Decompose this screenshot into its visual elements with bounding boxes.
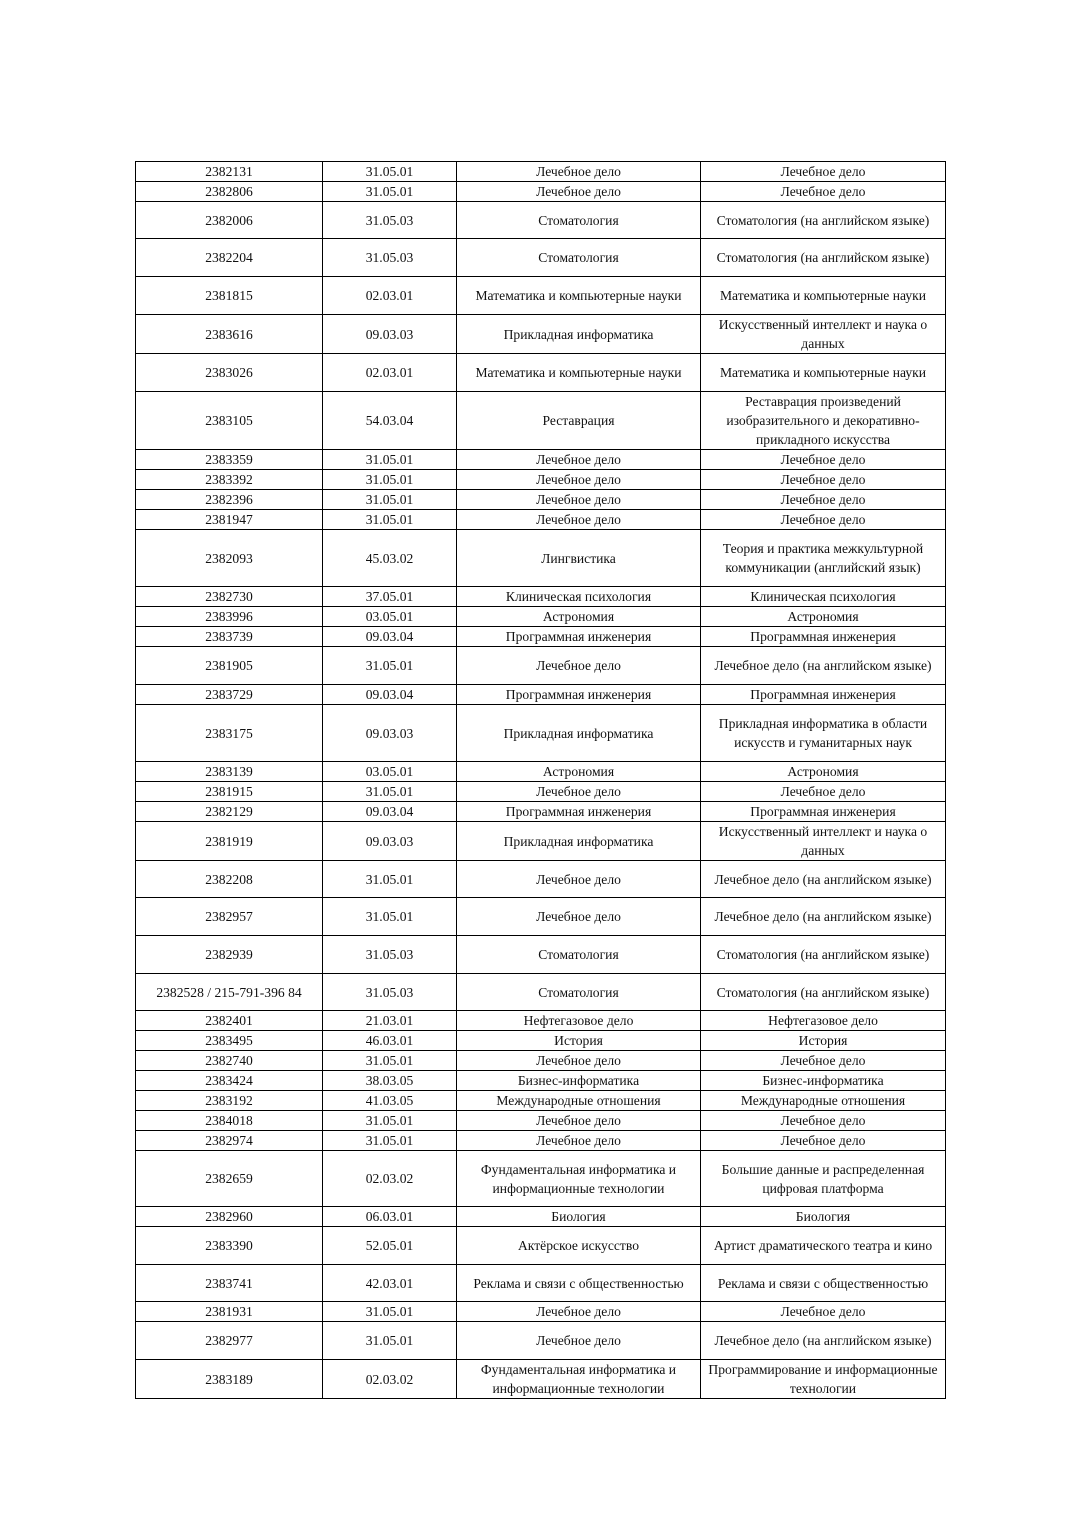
- program-name-cell: Прикладная информатика в области искусств и гуманитарных наук: [701, 705, 946, 762]
- applicant-id-cell: 2381919: [136, 822, 323, 861]
- applicant-id-cell: 2382006: [136, 202, 323, 239]
- direction-code-cell: 31.05.01: [323, 470, 457, 490]
- direction-code-cell: 31.05.01: [323, 490, 457, 510]
- direction-name-cell: Математика и компьютерные науки: [457, 354, 701, 392]
- table-row: [136, 607, 946, 627]
- direction-name-cell: Лечебное дело: [457, 782, 701, 802]
- direction-code-cell: 02.03.02: [323, 1360, 457, 1399]
- applicant-id-cell: 2382974: [136, 1131, 323, 1151]
- table-row: [136, 1360, 946, 1399]
- direction-name-cell: Стоматология: [457, 974, 701, 1011]
- direction-name-cell: Лечебное дело: [457, 647, 701, 685]
- applicant-id-cell: 2383026: [136, 354, 323, 392]
- applicants-table: [135, 161, 946, 1399]
- direction-code-cell: 46.03.01: [323, 1031, 457, 1051]
- program-name-cell: Лечебное дело (на английском языке): [701, 647, 946, 685]
- table-row: [136, 587, 946, 607]
- table-row: [136, 510, 946, 530]
- program-name-cell: Реклама и связи с общественностью: [701, 1265, 946, 1302]
- applicants-table-body: [136, 162, 946, 1399]
- table-row: [136, 239, 946, 277]
- direction-name-cell: Биология: [457, 1207, 701, 1227]
- direction-code-cell: 31.05.03: [323, 239, 457, 277]
- table-row: [136, 685, 946, 705]
- table-row: [136, 1227, 946, 1265]
- table-row: [136, 277, 946, 315]
- direction-code-cell: 31.05.01: [323, 1111, 457, 1131]
- direction-name-cell: Фундаментальная информатика и информационные технологии: [457, 1360, 701, 1399]
- direction-code-cell: 02.03.02: [323, 1151, 457, 1207]
- direction-name-cell: Лечебное дело: [457, 1051, 701, 1071]
- table-row: [136, 162, 946, 182]
- direction-code-cell: 31.05.01: [323, 510, 457, 530]
- direction-code-cell: 09.03.04: [323, 685, 457, 705]
- direction-name-cell: Астрономия: [457, 762, 701, 782]
- applicant-id-cell: 2383495: [136, 1031, 323, 1051]
- applicant-id-cell: 2382396: [136, 490, 323, 510]
- program-name-cell: Лечебное дело: [701, 490, 946, 510]
- applicant-id-cell: 2383616: [136, 315, 323, 354]
- direction-code-cell: 37.05.01: [323, 587, 457, 607]
- direction-name-cell: Клиническая психология: [457, 587, 701, 607]
- direction-name-cell: Стоматология: [457, 936, 701, 974]
- program-name-cell: Математика и компьютерные науки: [701, 277, 946, 315]
- program-name-cell: Программная инженерия: [701, 627, 946, 647]
- program-name-cell: Теория и практика межкультурной коммуникации (английский язык): [701, 530, 946, 587]
- table-row: [136, 861, 946, 898]
- applicant-id-cell: 2382740: [136, 1051, 323, 1071]
- direction-code-cell: 06.03.01: [323, 1207, 457, 1227]
- applicant-id-cell: 2383105: [136, 392, 323, 450]
- direction-code-cell: 02.03.01: [323, 277, 457, 315]
- direction-code-cell: 03.05.01: [323, 607, 457, 627]
- applicant-id-cell: 2382131: [136, 162, 323, 182]
- program-name-cell: Лечебное дело: [701, 1051, 946, 1071]
- direction-name-cell: Стоматология: [457, 202, 701, 239]
- table-row: [136, 1091, 946, 1111]
- program-name-cell: Лечебное дело: [701, 182, 946, 202]
- applicant-id-cell: 2382208: [136, 861, 323, 898]
- table-row: [136, 705, 946, 762]
- direction-code-cell: 54.03.04: [323, 392, 457, 450]
- direction-name-cell: Прикладная информатика: [457, 822, 701, 861]
- direction-code-cell: 21.03.01: [323, 1011, 457, 1031]
- applicant-id-cell: 2382730: [136, 587, 323, 607]
- table-row: [136, 315, 946, 354]
- direction-code-cell: 31.05.03: [323, 974, 457, 1011]
- direction-code-cell: 31.05.01: [323, 1322, 457, 1360]
- program-name-cell: Лечебное дело: [701, 470, 946, 490]
- applicant-id-cell: 2382129: [136, 802, 323, 822]
- applicant-id-cell: 2383189: [136, 1360, 323, 1399]
- program-name-cell: История: [701, 1031, 946, 1051]
- direction-name-cell: Лечебное дело: [457, 490, 701, 510]
- direction-name-cell: Лечебное дело: [457, 182, 701, 202]
- program-name-cell: Математика и компьютерные науки: [701, 354, 946, 392]
- direction-code-cell: 09.03.04: [323, 627, 457, 647]
- applicant-id-cell: 2383390: [136, 1227, 323, 1265]
- program-name-cell: Лечебное дело: [701, 1111, 946, 1131]
- applicant-id-cell: 2382960: [136, 1207, 323, 1227]
- applicant-id-cell: 2382977: [136, 1322, 323, 1360]
- direction-code-cell: 31.05.01: [323, 162, 457, 182]
- direction-name-cell: Программная инженерия: [457, 685, 701, 705]
- direction-code-cell: 31.05.01: [323, 861, 457, 898]
- direction-code-cell: 31.05.01: [323, 1131, 457, 1151]
- direction-code-cell: 31.05.03: [323, 936, 457, 974]
- program-name-cell: Искусственный интеллект и наука о данных: [701, 315, 946, 354]
- applicant-id-cell: 2381905: [136, 647, 323, 685]
- direction-code-cell: 31.05.01: [323, 1051, 457, 1071]
- program-name-cell: Артист драматического театра и кино: [701, 1227, 946, 1265]
- program-name-cell: Большие данные и распределенная цифровая платформа: [701, 1151, 946, 1207]
- table-row: [136, 1031, 946, 1051]
- direction-name-cell: Лечебное дело: [457, 470, 701, 490]
- table-row: [136, 647, 946, 685]
- table-row: [136, 490, 946, 510]
- direction-code-cell: 03.05.01: [323, 762, 457, 782]
- direction-name-cell: Лечебное дело: [457, 1322, 701, 1360]
- direction-name-cell: Прикладная информатика: [457, 705, 701, 762]
- direction-name-cell: Программная инженерия: [457, 627, 701, 647]
- direction-name-cell: Нефтегазовое дело: [457, 1011, 701, 1031]
- table-row: [136, 936, 946, 974]
- program-name-cell: Искусственный интеллект и наука о данных: [701, 822, 946, 861]
- direction-name-cell: Лингвистика: [457, 530, 701, 587]
- applicant-id-cell: 2383424: [136, 1071, 323, 1091]
- direction-code-cell: 31.05.03: [323, 202, 457, 239]
- applicant-id-cell: 2383996: [136, 607, 323, 627]
- program-name-cell: Астрономия: [701, 607, 946, 627]
- applicant-id-cell: 2383175: [136, 705, 323, 762]
- table-row: [136, 1071, 946, 1091]
- program-name-cell: Бизнес-информатика: [701, 1071, 946, 1091]
- program-name-cell: Международные отношения: [701, 1091, 946, 1111]
- table-row: [136, 974, 946, 1011]
- direction-name-cell: Реклама и связи с общественностью: [457, 1265, 701, 1302]
- program-name-cell: Лечебное дело: [701, 162, 946, 182]
- direction-name-cell: Актёрское искусство: [457, 1227, 701, 1265]
- applicant-id-cell: 2382093: [136, 530, 323, 587]
- table-row: [136, 202, 946, 239]
- applicant-id-cell: 2383139: [136, 762, 323, 782]
- table-row: [136, 1151, 946, 1207]
- direction-name-cell: Лечебное дело: [457, 1131, 701, 1151]
- table-row: [136, 1131, 946, 1151]
- applicant-id-cell: 2382401: [136, 1011, 323, 1031]
- table-row: [136, 450, 946, 470]
- program-name-cell: Стоматология (на английском языке): [701, 974, 946, 1011]
- direction-code-cell: 41.03.05: [323, 1091, 457, 1111]
- applicant-id-cell: 2382939: [136, 936, 323, 974]
- program-name-cell: Лечебное дело: [701, 450, 946, 470]
- direction-code-cell: 09.03.04: [323, 802, 457, 822]
- table-row: [136, 354, 946, 392]
- program-name-cell: Программная инженерия: [701, 685, 946, 705]
- applicant-id-cell: 2383192: [136, 1091, 323, 1111]
- direction-name-cell: Лечебное дело: [457, 898, 701, 936]
- direction-name-cell: Лечебное дело: [457, 1302, 701, 1322]
- direction-code-cell: 31.05.01: [323, 1302, 457, 1322]
- program-name-cell: Программная инженерия: [701, 802, 946, 822]
- applicant-id-cell: 2382957: [136, 898, 323, 936]
- applicant-id-cell: 2381931: [136, 1302, 323, 1322]
- applicant-id-cell: 2381815: [136, 277, 323, 315]
- direction-name-cell: Лечебное дело: [457, 450, 701, 470]
- program-name-cell: Программирование и информационные технологии: [701, 1360, 946, 1399]
- table-row: [136, 1111, 946, 1131]
- table-row: [136, 782, 946, 802]
- direction-name-cell: Прикладная информатика: [457, 315, 701, 354]
- table-row: [136, 1302, 946, 1322]
- table-row: [136, 1051, 946, 1071]
- table-row: [136, 802, 946, 822]
- program-name-cell: Биология: [701, 1207, 946, 1227]
- table-row: [136, 1265, 946, 1302]
- program-name-cell: Стоматология (на английском языке): [701, 202, 946, 239]
- applicant-id-cell: 2383729: [136, 685, 323, 705]
- direction-code-cell: 02.03.01: [323, 354, 457, 392]
- direction-code-cell: 42.03.01: [323, 1265, 457, 1302]
- direction-code-cell: 38.03.05: [323, 1071, 457, 1091]
- table-row: [136, 182, 946, 202]
- program-name-cell: Нефтегазовое дело: [701, 1011, 946, 1031]
- applicant-id-cell: 2384018: [136, 1111, 323, 1131]
- direction-name-cell: Стоматология: [457, 239, 701, 277]
- direction-name-cell: Лечебное дело: [457, 510, 701, 530]
- program-name-cell: Стоматология (на английском языке): [701, 936, 946, 974]
- direction-code-cell: 09.03.03: [323, 822, 457, 861]
- direction-code-cell: 31.05.01: [323, 647, 457, 685]
- table-row: [136, 470, 946, 490]
- direction-code-cell: 31.05.01: [323, 182, 457, 202]
- applicant-id-cell: 2383739: [136, 627, 323, 647]
- applicant-id-cell: 2383359: [136, 450, 323, 470]
- applicant-id-cell: 2383741: [136, 1265, 323, 1302]
- applicant-id-cell: 2382204: [136, 239, 323, 277]
- program-name-cell: Лечебное дело (на английском языке): [701, 861, 946, 898]
- applicant-id-cell: 2381915: [136, 782, 323, 802]
- applicant-id-cell: 2382806: [136, 182, 323, 202]
- direction-code-cell: 45.03.02: [323, 530, 457, 587]
- program-name-cell: Лечебное дело: [701, 510, 946, 530]
- applicant-id-cell: 2382528 / 215-791-396 84: [136, 974, 323, 1011]
- program-name-cell: Астрономия: [701, 762, 946, 782]
- direction-name-cell: Фундаментальная информатика и информационные технологии: [457, 1151, 701, 1207]
- table-row: [136, 762, 946, 782]
- direction-name-cell: Лечебное дело: [457, 162, 701, 182]
- direction-code-cell: 09.03.03: [323, 315, 457, 354]
- direction-code-cell: 52.05.01: [323, 1227, 457, 1265]
- table-row: [136, 1011, 946, 1031]
- program-name-cell: Лечебное дело: [701, 1302, 946, 1322]
- program-name-cell: Лечебное дело (на английском языке): [701, 1322, 946, 1360]
- table-row: [136, 822, 946, 861]
- direction-name-cell: Реставрация: [457, 392, 701, 450]
- direction-name-cell: Математика и компьютерные науки: [457, 277, 701, 315]
- direction-code-cell: 31.05.01: [323, 898, 457, 936]
- applicant-id-cell: 2382659: [136, 1151, 323, 1207]
- direction-name-cell: Лечебное дело: [457, 1111, 701, 1131]
- program-name-cell: Лечебное дело: [701, 782, 946, 802]
- direction-name-cell: Международные отношения: [457, 1091, 701, 1111]
- applicant-id-cell: 2381947: [136, 510, 323, 530]
- direction-name-cell: Астрономия: [457, 607, 701, 627]
- direction-name-cell: Программная инженерия: [457, 802, 701, 822]
- program-name-cell: Реставрация произведений изобразительного и декоративно-прикладного искусства: [701, 392, 946, 450]
- direction-name-cell: Лечебное дело: [457, 861, 701, 898]
- program-name-cell: Лечебное дело (на английском языке): [701, 898, 946, 936]
- direction-code-cell: 31.05.01: [323, 450, 457, 470]
- table-row: [136, 898, 946, 936]
- table-row: [136, 392, 946, 450]
- direction-name-cell: Бизнес-информатика: [457, 1071, 701, 1091]
- program-name-cell: Клиническая психология: [701, 587, 946, 607]
- program-name-cell: Стоматология (на английском языке): [701, 239, 946, 277]
- table-row: [136, 627, 946, 647]
- direction-name-cell: История: [457, 1031, 701, 1051]
- applicant-id-cell: 2383392: [136, 470, 323, 490]
- table-row: [136, 1322, 946, 1360]
- program-name-cell: Лечебное дело: [701, 1131, 946, 1151]
- direction-code-cell: 09.03.03: [323, 705, 457, 762]
- table-row: [136, 1207, 946, 1227]
- table-row: [136, 530, 946, 587]
- direction-code-cell: 31.05.01: [323, 782, 457, 802]
